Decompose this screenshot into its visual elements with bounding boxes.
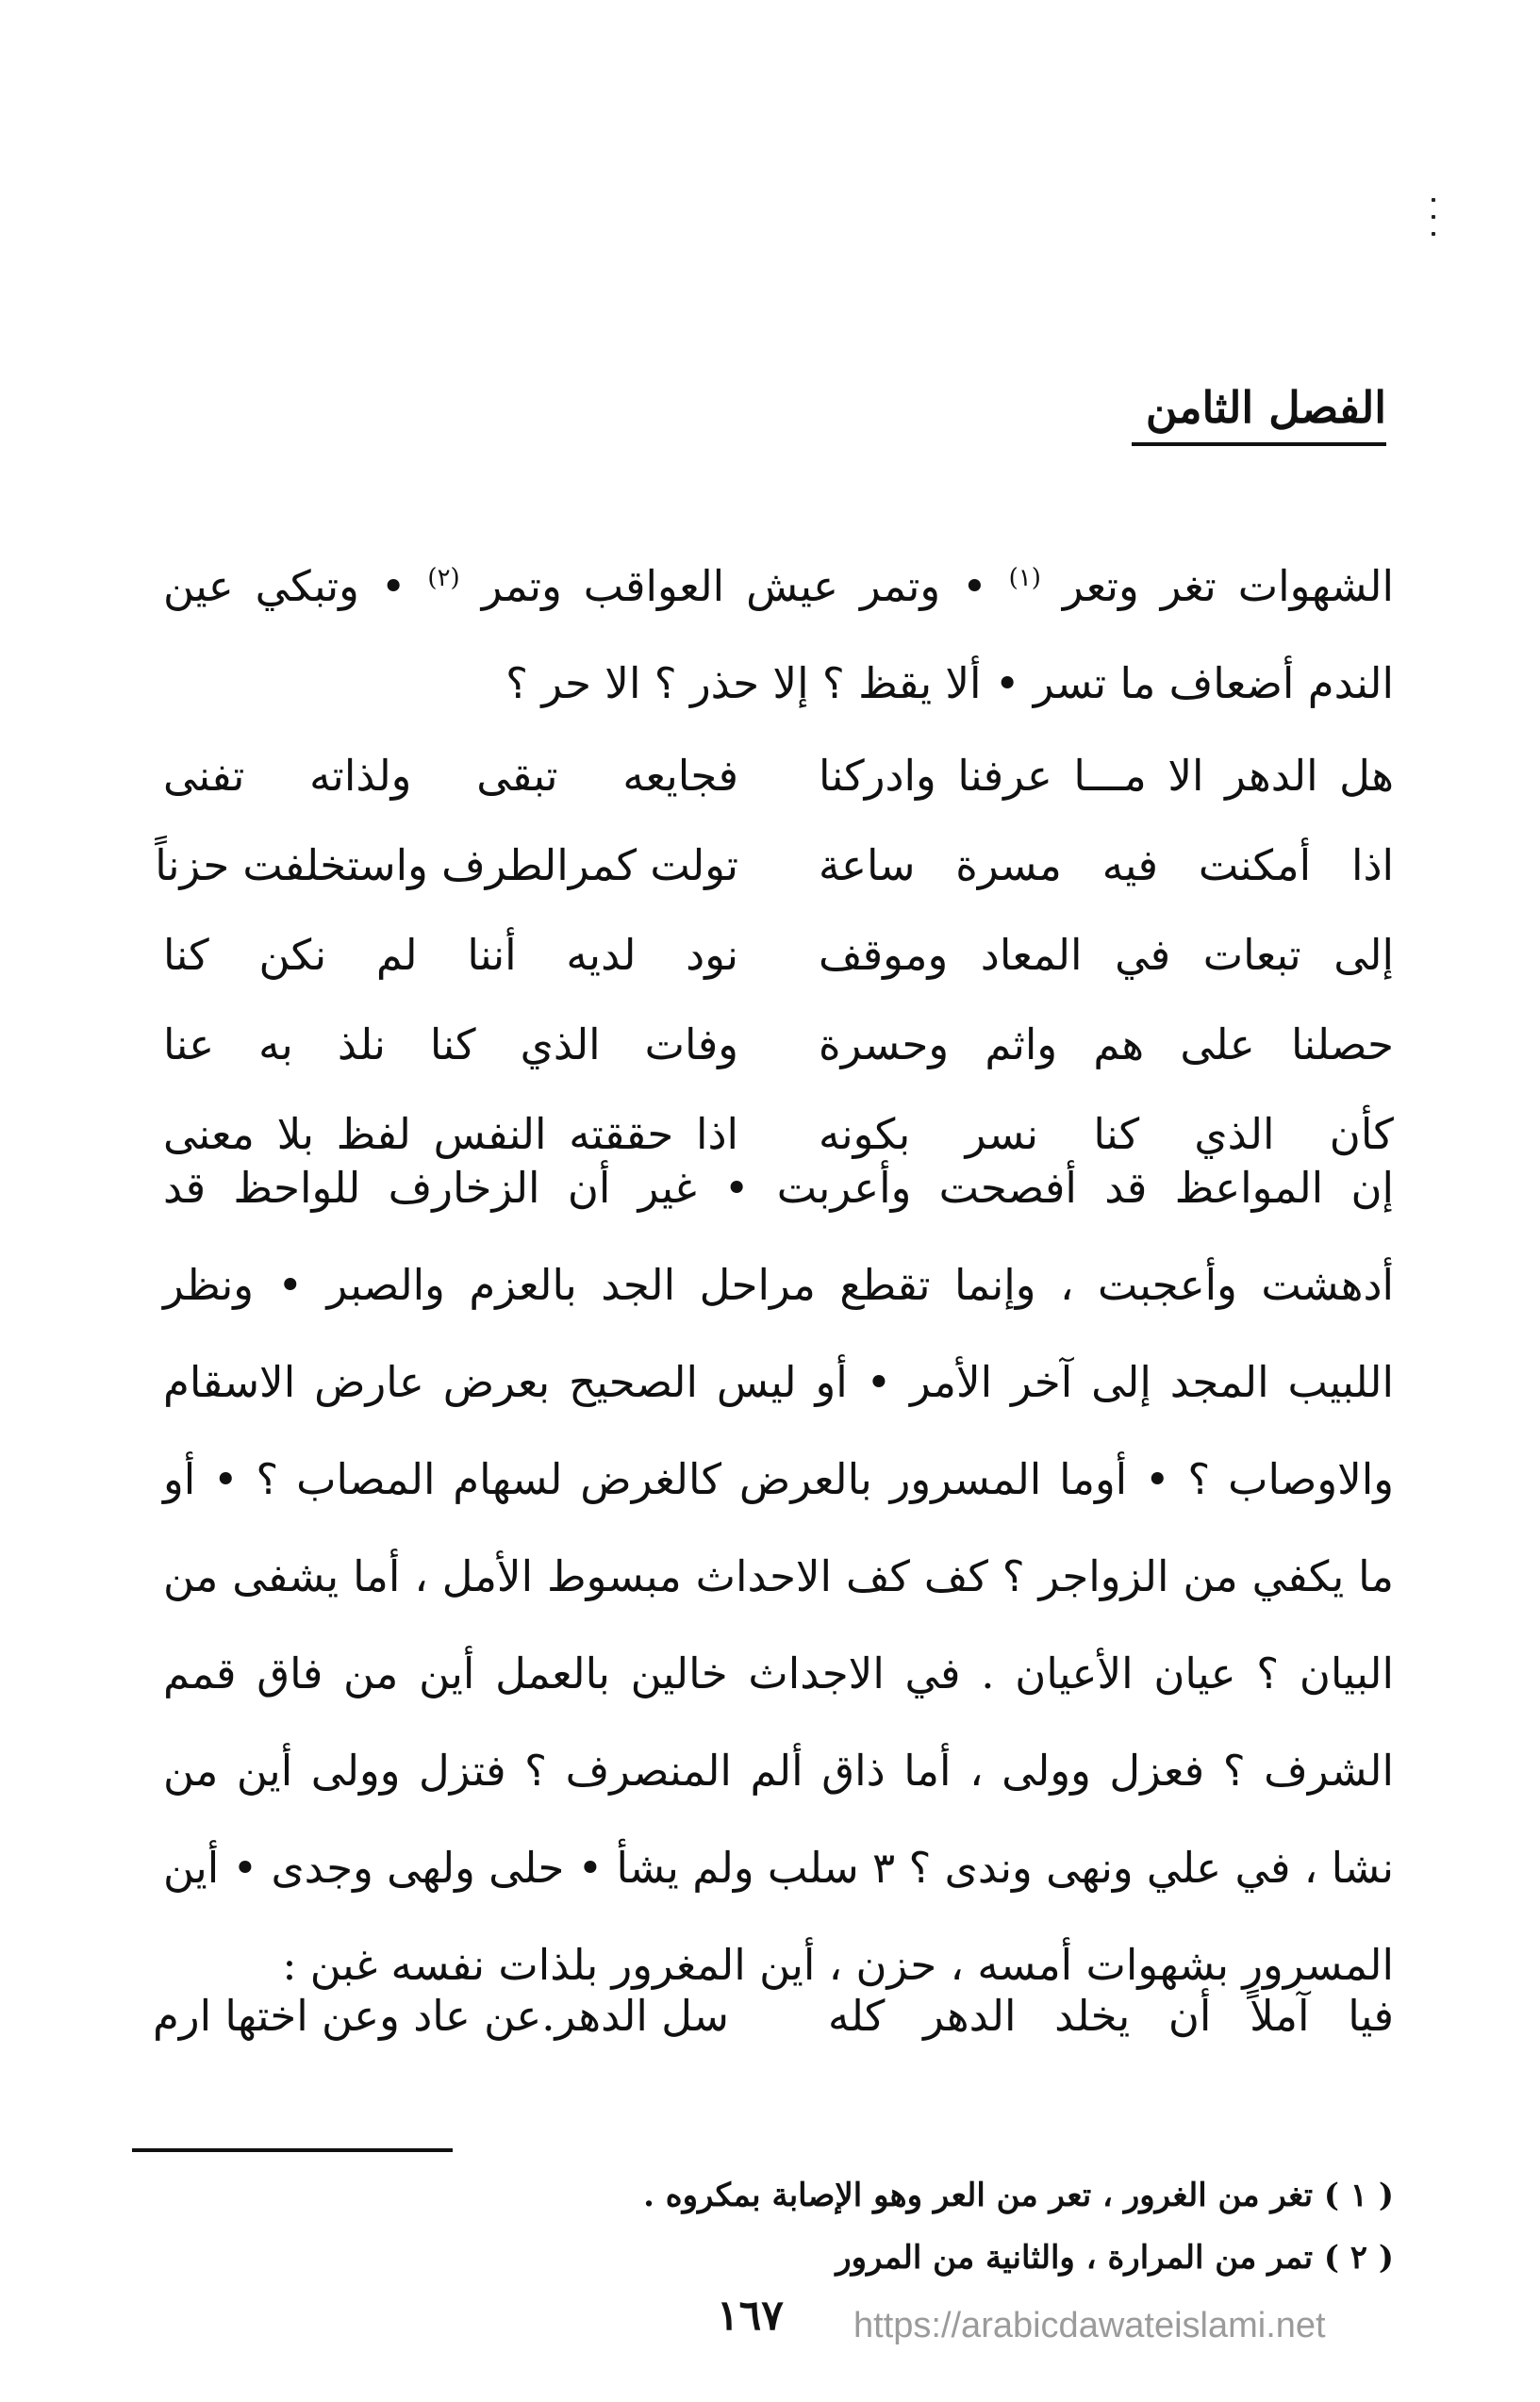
poem-verse	[163, 910, 1394, 1000]
verse-first-hemistich: إلى تبعات في المعاد وموقف	[819, 930, 1394, 980]
verse-second-hemistich: وفات الذي كنا نلذ به عنا	[163, 1019, 738, 1069]
poem-verse	[163, 731, 1394, 820]
footnote-1: ( ١ ) تغر من الغرور ، تعر من العر وهو الإصابة بمكروه .	[643, 2177, 1394, 2214]
sermon-paragraph: إن المواعظ قد أفصحت وأعربت • غير أن الزخارف للواحظ قد أدهشت وأعجبت ، وإنما تقطع مراحل الجد بالعزم والصبر • ونظر اللبيب المجد إلى آخر الأمر • أو ليس الصحيح بعرض عارض الاسقام والاوصاب ؟ • أوما المسرور بالعرض كالغرض لسهام المصاب ؟ • أو ما يكفي من الزواجر ؟ كف كف الاحداث مبسوط الأمل ، أما يشفى من البيان ؟ عيان الأعيان . في الاجداث خالين بالعمل أين من فاق قمم الشرف ؟ فعزل وولى ، أما ذاق ألم المنصرف ؟ فتزل وولى أين من نشا ، في علي ونهى وندى ؟ ٣ سلب ولم يشأ • حلى ولهى وجدى • أين المسرور بشهوات أمسه ، حزن ، أين المغرور بلذات نفسه غبن :	[163, 1163, 1394, 1990]
verse-second-hemistich: نود لديه أننا لم نكن كنا	[163, 930, 738, 980]
verse-first-hemistich: فيا آملاً أن يخلد الدهر كله	[828, 1991, 1394, 2041]
intro-part-1: الشهوات تغر وتعر	[1062, 561, 1394, 611]
poem-verse	[155, 820, 1394, 910]
footnote-2: ( ٢ ) تمر من المرارة ، والثانية من المرور	[836, 2239, 1394, 2277]
scan-artifact	[1432, 198, 1435, 249]
intro-paragraph	[163, 538, 1394, 732]
verse-first-hemistich: حصلنا على هم واثم وحسرة	[819, 1019, 1394, 1069]
verse-first-hemistich: كأن الذي كنا نسر بكونه	[819, 1109, 1394, 1159]
verse-second-hemistich: سل الدهر.عن عاد وعن اختها ارم	[153, 1991, 729, 2041]
intro-part-2: • وتمر عيش العواقب وتمر	[481, 561, 987, 611]
footnote-ref-2[interactable]: (٢)	[427, 564, 460, 592]
footnotes	[163, 2164, 1394, 2289]
poem-verse	[163, 1000, 1394, 1089]
verse-second-hemistich: اذا حققته النفس لفظ بلا معنى	[163, 1109, 738, 1159]
closing-verse	[153, 1979, 1394, 2054]
scan-dot	[1432, 198, 1435, 202]
poem	[155, 731, 1394, 1179]
chapter-title: الفصل الثامن	[1132, 382, 1386, 446]
watermark-url[interactable]: https://arabicdawateislami.net	[853, 2306, 1326, 2345]
verse-first-hemistich: اذا أمكنت فيه مسرة ساعة	[819, 840, 1394, 890]
verse-first-hemistich: هل الدهر الا مـــا عرفنا وادركنا	[819, 751, 1394, 801]
verse-second-hemistich: فجايعه تبقى ولذاته تفنى	[163, 751, 738, 801]
page-number: ١٦٧	[717, 2292, 784, 2340]
verse-second-hemistich: تولت كمرالطرف واستخلفت حزناً	[155, 840, 738, 890]
scan-dot	[1432, 232, 1435, 236]
footnote-divider	[132, 2148, 453, 2152]
footnote-ref-1[interactable]: (١)	[1008, 564, 1041, 592]
scan-dot	[1432, 215, 1435, 219]
intro-part-3: • وتبكي عين الندم أضعاف ما تسر • ألا يقظ ؟ إلا حذر ؟ الا حر ؟	[163, 561, 1394, 708]
